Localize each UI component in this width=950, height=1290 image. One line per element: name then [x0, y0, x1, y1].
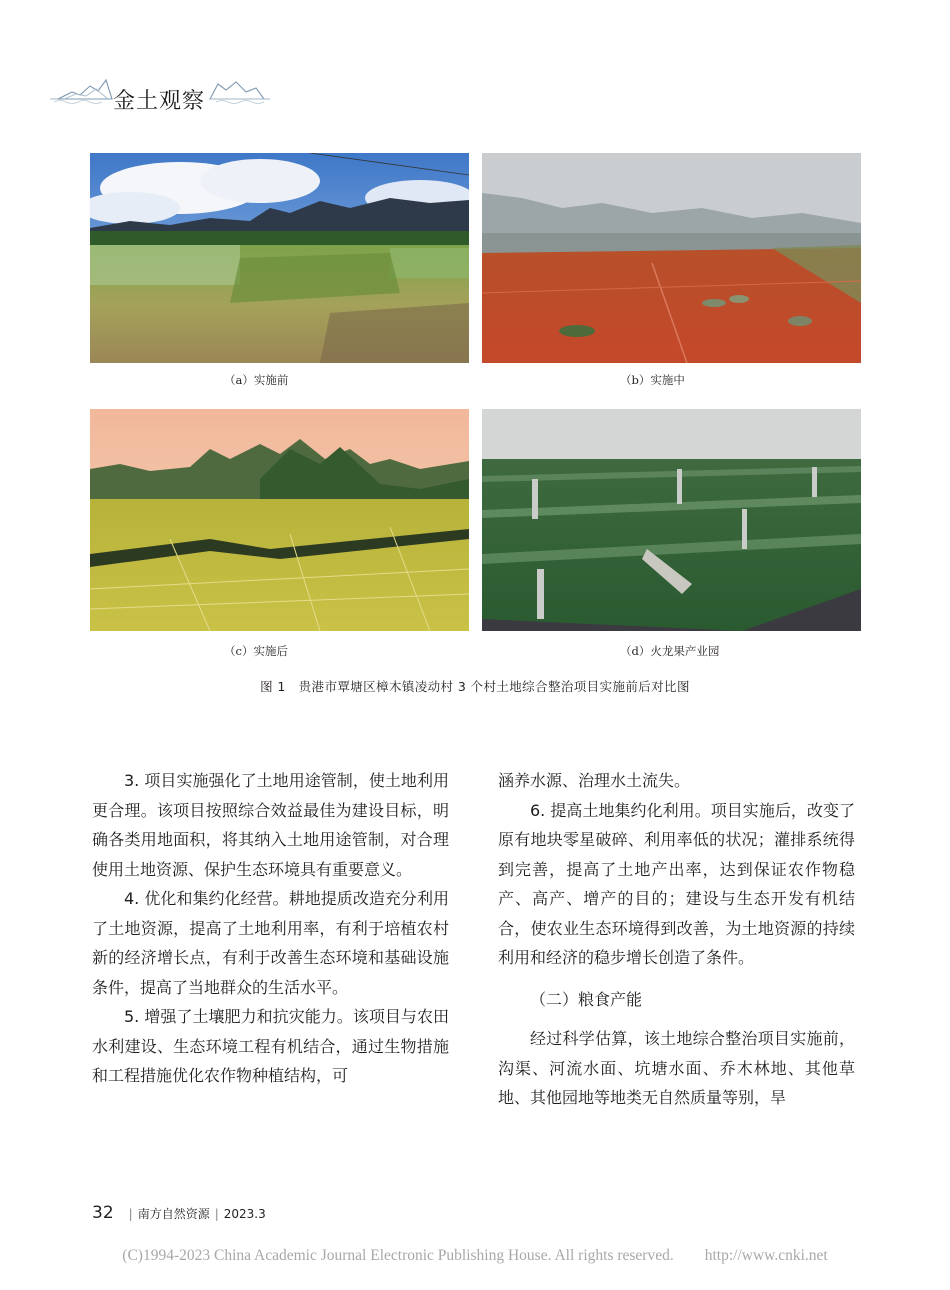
paragraph-6: 6. 提高土地集约化利用。项目实施后，改变了原有地块零星破碎、利用率低的状况；灌排系统得到完善，提高了土地产出率，达到保证农作物稳产、高产、增产的目的；建设与生态开发有机结合，使农业生态环境得到改善，为土地资源的持续利用和经济的稳步增长创造了条件。 — [498, 800, 855, 967]
photo-after — [90, 409, 469, 631]
footer-divider: | — [214, 1207, 219, 1221]
paragraph-5: 5. 增强了土壤肥力和抗灾能力。该项目与农田水利建设、生态环境工程有机结合，通过生物措施和工程措施优化农作物种植结构，可 — [92, 1007, 449, 1085]
body-column-right — [498, 766, 855, 1113]
photo-during — [482, 153, 861, 363]
caption-a: （a）实施前 — [224, 373, 289, 387]
caption-c: （c）实施后 — [224, 644, 288, 658]
footer-divider: | — [128, 1207, 133, 1221]
paragraph-7: 经过科学估算，该土地综合整治项目实施前，沟渠、河流水面、坑塘水面、乔木林地、其他草地、其他园地等地类无自然质量等别，旱 — [498, 1029, 855, 1107]
copyright-notice: (C)1994-2023 China Academic Journal Electronic Publishing House. All rights reserved. http://www.cnki.net — [122, 1247, 828, 1264]
section-title: 金土观察 — [113, 89, 206, 114]
photo-dragon-fruit-park — [482, 409, 861, 631]
subheading-grain-capacity: （二）粮食产能 — [530, 989, 643, 1009]
page-footer — [92, 1203, 266, 1223]
body-column-left — [92, 766, 449, 1091]
page-number: 32 — [92, 1203, 114, 1223]
figure-caption: 图 1 贵港市覃塘区樟木镇凌动村 3 个村土地综合整治项目实施前后对比图 — [260, 679, 690, 694]
paragraph-3: 3. 项目实施强化了土地用途管制，使土地利用更合理。该项目按照综合效益最佳为建设目标，明确各类用地面积，将其纳入土地用途管制，对合理使用土地资源、保护生态环境具有重要意义。 — [92, 771, 449, 879]
journal-name: 南方自然资源 — [137, 1207, 210, 1221]
paragraph-5-continued: 涵养水源、治理水土流失。 — [498, 771, 691, 790]
caption-b: （b）实施中 — [620, 373, 685, 387]
photo-before — [90, 153, 469, 363]
caption-d: （d）火龙果产业园 — [620, 644, 720, 658]
journal-issue: 2023.3 — [223, 1207, 266, 1221]
paragraph-4: 4. 优化和集约化经营。耕地提质改造充分利用了土地资源，提高了土地利用率，有利于培植农村新的经济增长点，有利于改善生态环境和基础设施条件，提高了当地群众的生活水平。 — [92, 889, 449, 997]
